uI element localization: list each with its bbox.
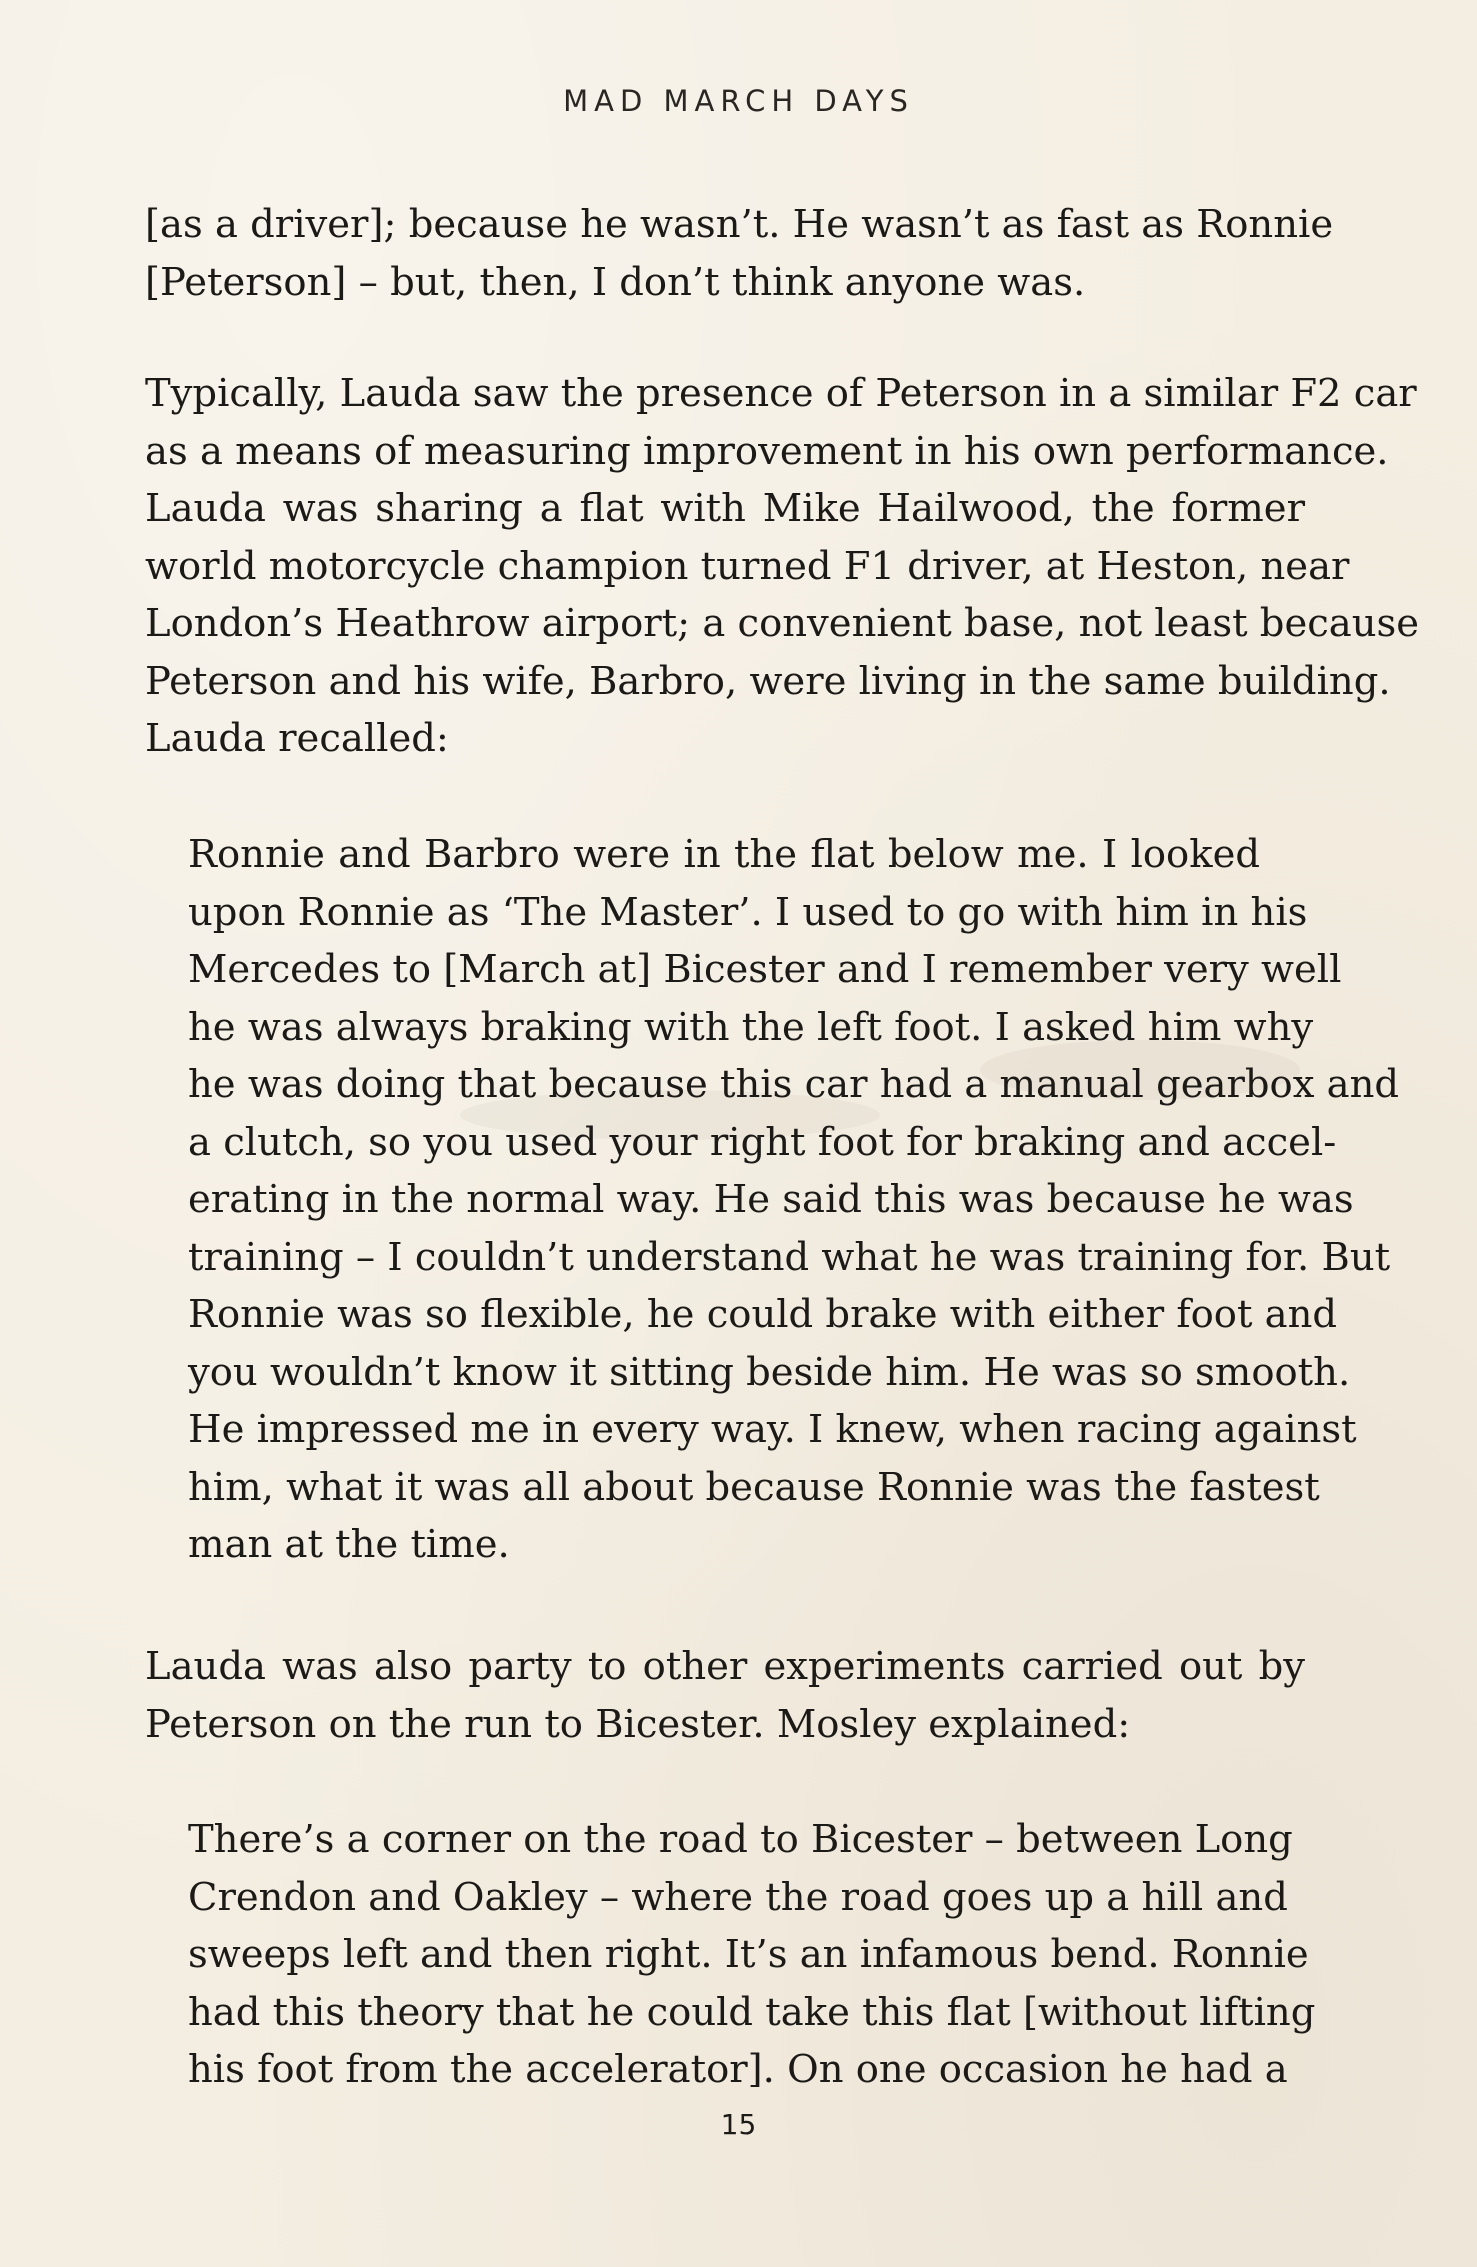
text-line: Crendon and Oakley – where the road goes up a hill and (188, 1874, 1288, 1920)
text-line: Ronnie was so flexible, he could brake with either foot and (188, 1292, 1338, 1337)
paragraph-mosley-intro (145, 1638, 1305, 1753)
text-line: as a means of measuring improvement in his own performance. (145, 428, 1389, 474)
text-line: man at the time. (188, 1522, 510, 1567)
text-line: Lauda was sharing a flat with Mike Hailwood, the former (145, 486, 1305, 531)
page-number: 15 (720, 2108, 757, 2141)
block-quote-lauda (188, 826, 1400, 1574)
text-line: his foot from the accelerator]. On one occasion he had a (188, 2047, 1288, 2092)
text-line: There’s a corner on the road to Bicester – between Long (188, 1817, 1293, 1862)
text-line: you wouldn’t know it sitting beside him. He was so smooth. (188, 1349, 1351, 1395)
text-line: Lauda was also party to other experiments carried out by (145, 1644, 1305, 1689)
text-line: upon Ronnie as ‘The Master’. I used to go with him in his (188, 889, 1308, 935)
text-line: Lauda recalled: (145, 716, 449, 761)
text-line: he was always braking with the left foot. I asked him why (188, 1004, 1314, 1050)
text-line: Typically, Lauda saw the presence of Peterson in a similar F2 car (145, 371, 1417, 416)
paragraph-lauda-flat (145, 365, 1420, 768)
text-line: [Peterson] – but, then, I don’t think anyone was. (145, 259, 1086, 305)
text-line: him, what it was all about because Ronnie was the fastest (188, 1464, 1320, 1510)
text-line: Peterson and his wife, Barbro, were living in the same building. (145, 658, 1391, 704)
text-line: [as a driver]; because he wasn’t. He wasn’t as fast as Ronnie (145, 202, 1334, 247)
text-line: a clutch, so you used your right foot for braking and accel- (188, 1119, 1337, 1165)
text-line: sweeps left and then right. It’s an infamous bend. Ronnie (188, 1932, 1309, 1977)
text-line: He impressed me in every way. I knew, when racing against (188, 1407, 1357, 1452)
paragraph-continuation (145, 196, 1334, 311)
text-line: Ronnie and Barbro were in the flat below me. I looked (188, 832, 1260, 877)
text-line: Peterson on the run to Bicester. Mosley explained: (145, 1701, 1131, 1747)
text-line: had this theory that he could take this flat [without lifting (188, 1989, 1316, 2035)
text-line: erating in the normal way. He said this was because he was (188, 1177, 1354, 1222)
text-line: training – I couldn’t understand what he was training for. But (188, 1234, 1391, 1280)
text-line: Mercedes to [March at] Bicester and I remember very well (188, 947, 1342, 992)
block-quote-mosley (188, 1811, 1316, 2099)
text-line: he was doing that because this car had a manual gearbox and (188, 1062, 1400, 1107)
text-line: world motorcycle champion turned F1 driver, at Heston, near (145, 543, 1350, 589)
running-head: MAD MARCH DAYS (563, 84, 914, 118)
text-line: London’s Heathrow airport; a convenient base, not least because (145, 601, 1420, 646)
